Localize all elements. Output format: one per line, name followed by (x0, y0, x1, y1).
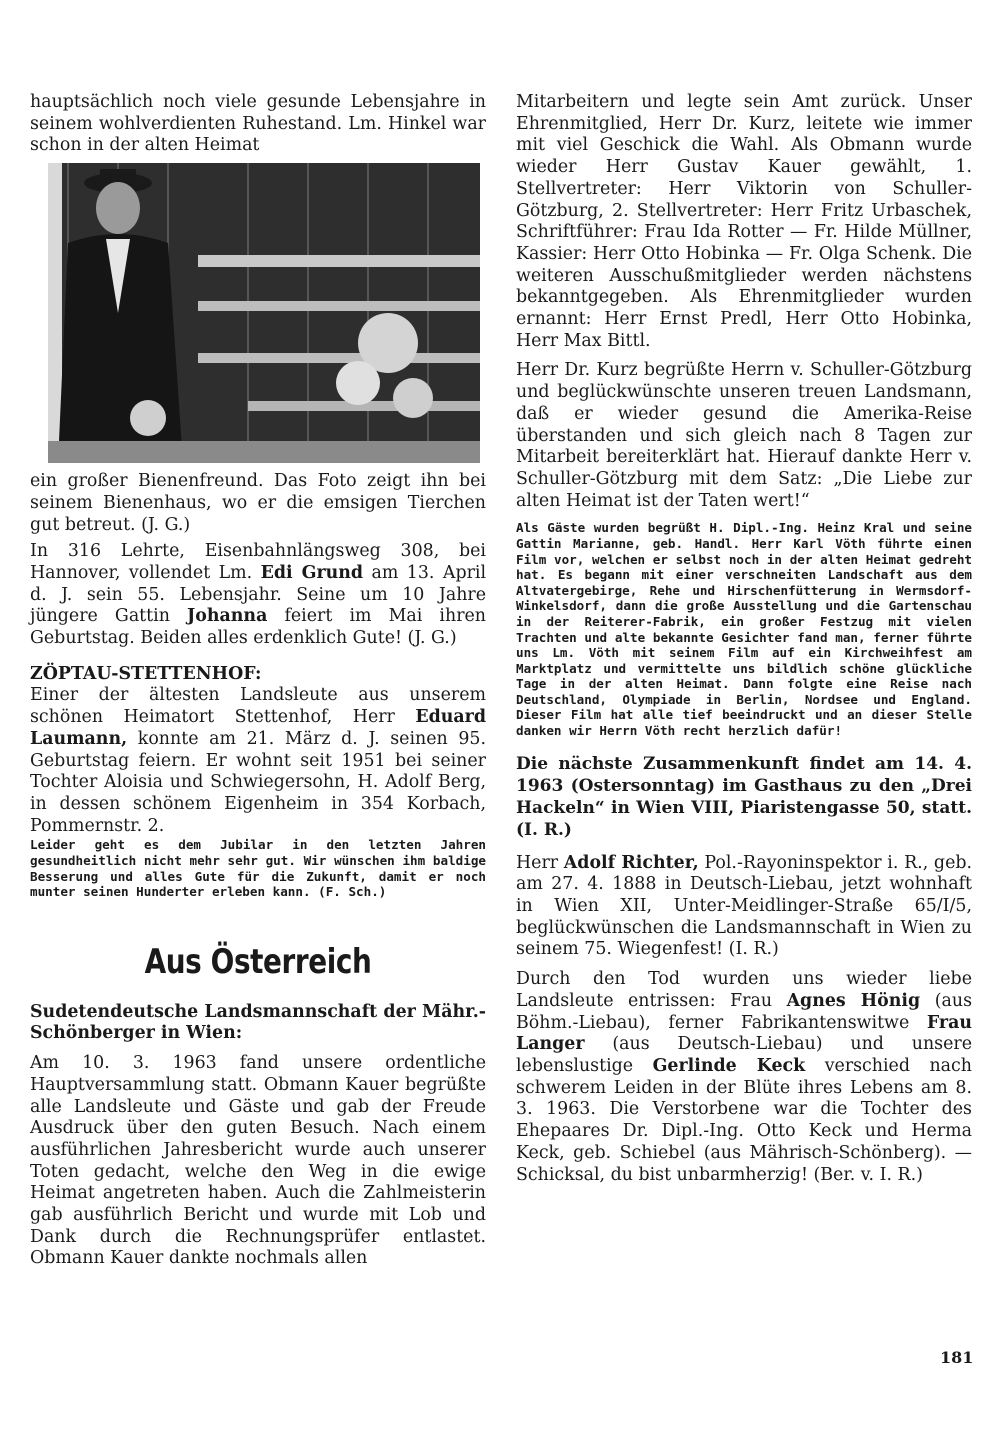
grund-wife-name: Johanna (187, 606, 268, 627)
richter-name: Adolf Richter, (563, 852, 699, 873)
hinkel-caption: ein großer Bienenfreund. Das Foto zeigt ihn bei seinem Bienenhaus, wo er die emsigen Tierchen gut betreut. (J. G.) (30, 471, 486, 535)
death-name-langer: Frau Langer (516, 1012, 972, 1055)
heading-wien: Sudetendeutsche Landsmannschaft der Mähr.-Schönberger in Wien: (30, 1001, 486, 1044)
grund-text-1: In 316 Lehrte, Eisenbahnlängsweg 308, bei Hannover, vollendet Lm. (30, 541, 486, 583)
hinkel-intro: hauptsächlich noch viele gesunde Lebensjahre in seinem wohlverdienten Ruhestand. Lm. Hinkel war schon in der alten Heimat (30, 92, 486, 156)
meeting-announcement: Die nächste Zusammenkunft findet am 14. 4. 1963 (Ostersonntag) im Gasthaus zu den „Drei Hackeln“ in Wien VIII, Piaristengasse 50, statt. (I. R.) (516, 753, 972, 840)
death-text-1: Durch den Tod wurden uns wieder liebe Landsleute entrissen: Frau (516, 969, 972, 1011)
beekeeper-photo (48, 163, 480, 463)
death-text-3: (aus Deutsch-Liebau) und unsere lebenslustige (516, 1034, 973, 1076)
section-title: Aus Österreich (144, 941, 372, 982)
grund-text-2: am 13. April d. J. sein 55. Lebensjahr. Seine um 10 Jahre jüngere Gattin (30, 562, 487, 627)
richter-text-2: Pol.-Rayoninspektor i. R., geb. am 27. 4. 1888 in Deutsch-Liebau, jetzt wohnhaft in Wien XII, Unter-Meidlinger-Straße 65/I/5, beglückwünschen die Landsmannschaft in Wien zu seinem 75. Wiegenfest! (I. R.) (516, 852, 973, 960)
wien-paragraph: Am 10. 3. 1963 fand unsere ordentliche Hauptversammlung statt. Obmann Kauer begrüßte alle Landsleute und Gäste und gab der Freude Ausdruck über den guten Besuch. Nach einem ausführlichen Jahresbericht wurde auch unserer Toten gedacht, welche den Weg in die ewige Heimat angetreten haben. Auch die Zahlmeisterin gab ausführlich Bericht und wurde mit Lob und Dank durch die Rechnungsprüfer entlastet. Obmann Kauer dankte nochmals allen (30, 1053, 486, 1269)
right-column (516, 92, 972, 1186)
grund-paragraph (30, 541, 486, 650)
film-paragraph: Als Gäste wurden begrüßt H. Dipl.-Ing. Heinz Kral und seine Gattin Marianne, geb. Handl. Herr Karl Vöth führte einen Film vor, welchen er selbst noch in der alten Heimat gedreht hat. Es begann mit einer verschneiten Landschaft aus dem Altvatergebirge, Rehe und Hirschenfütterung in Wermsdorf-Winkelsdorf, dann die große Ausstellung und die Gartenschau in der Reiterer-Fabrik, ein großer Festzug mit vielen Trachten und alte bekannte Gesichter fand man, ferner führte uns Lm. Vöth mit seinem Film auf ein Kirchweihfest am Marktplatz und vermittelte uns bildlich schöne glückliche Tage in der alten Heimat. Dann folgte eine Reise nach Deutschland, Olympiade in Berlin, Nordsee und England. Dieser Film hat alle tief beeindruckt und an dieser Stelle danken wir Herrn Vöth recht herzlich dafür! (516, 520, 972, 739)
death-paragraph (516, 969, 972, 1186)
richter-paragraph (516, 853, 972, 962)
death-text-4: verschied nach schwerem Leiden in der Blüte ihres Lebens am 8. 3. 1963. Die Verstorbene war die Tochter des Ehepaares Dr. Dipl.-Ing. Otto Keck und Herma Keck, geb. Schiebel (aus Mährisch-Schönberg). — Schicksal, du bist unbarmherzig! (Ber. v. I. R.) (516, 1056, 972, 1185)
left-column (30, 92, 486, 1270)
laumann-paragraph (30, 685, 486, 837)
heading-zoeptau: ZÖPTAU-STETTENHOF: (30, 663, 262, 684)
election-paragraph: Mitarbeitern und legte sein Amt zurück. Unser Ehrenmitglied, Herr Dr. Kurz, leitete wie immer mit viel Geschick die Wahl. Als Obmann wurde wieder Herr Gustav Kauer gewählt, 1. Stellvertreter: Herr Viktorin von Schuller-Götzburg, 2. Stellvertreter: Herr Fritz Urbaschek, Schriftführer: Frau Ida Rotter — Fr. Hilde Müllner, Kassier: Herr Otto Hobinka — Fr. Olga Schenk. Die weiteren Ausschußmitglieder werden nächstens bekanntgegeben. Als Ehrenmitglieder wurden ernannt: Herr Ernst Predl, Herr Otto Hobinka, Herr Max Bittl. (516, 92, 972, 351)
laumann-name: Eduard Laumann, (30, 707, 486, 749)
grund-text-3: feiert im Mai ihren Geburtstag. Beiden alles erdenklich Gute! (J. G.) (30, 606, 487, 649)
kurz-paragraph: Herr Dr. Kurz begrüßte Herrn v. Schuller-Götzburg und beglückwünschte unseren treuen Landsmann, daß er wieder gesund die Amerika-Reise überstanden und sich gleich nach 8 Tagen zur Mitarbeit bereiterklärt hat. Hierauf dankte Herr v. Schuller-Götzburg mit dem Satz: „Die Liebe zur alten Heimat ist der Taten wert!“ (516, 360, 972, 511)
grund-name: Edi Grund (260, 562, 364, 583)
laumann-text-2: konnte am 21. März d. J. seinen 95. Geburtstag feiern. Er wohnt seit 1951 bei seiner Tochter Aloisia und Schwiegersohn, H. Adolf Berg, in dessen schönem Eigenheim in 354 Korbach, Pommernstr. 2. (30, 728, 486, 836)
laumann-small: Leider geht es dem Jubilar in den letzten Jahren gesundheitlich nicht mehr sehr gut. Wir wünschen ihm baldige Besserung und alles Gute für die Zukunft, damit er noch munter seinen Hunderter erleben kann. (F. Sch.) (30, 837, 486, 900)
death-text-2: (aus Böhm.-Liebau), ferner Fabrikantenswitwe (516, 990, 972, 1033)
death-name-keck: Gerlinde Keck (652, 1056, 806, 1076)
laumann-text-1: Einer der ältesten Landsleute aus unserem schönen Heimatort Stettenhof, Herr (30, 685, 486, 728)
death-name-hoenig: Agnes Hönig (786, 990, 921, 1011)
richter-text-1: Herr (516, 852, 559, 873)
page-number: 181 (940, 1348, 974, 1367)
